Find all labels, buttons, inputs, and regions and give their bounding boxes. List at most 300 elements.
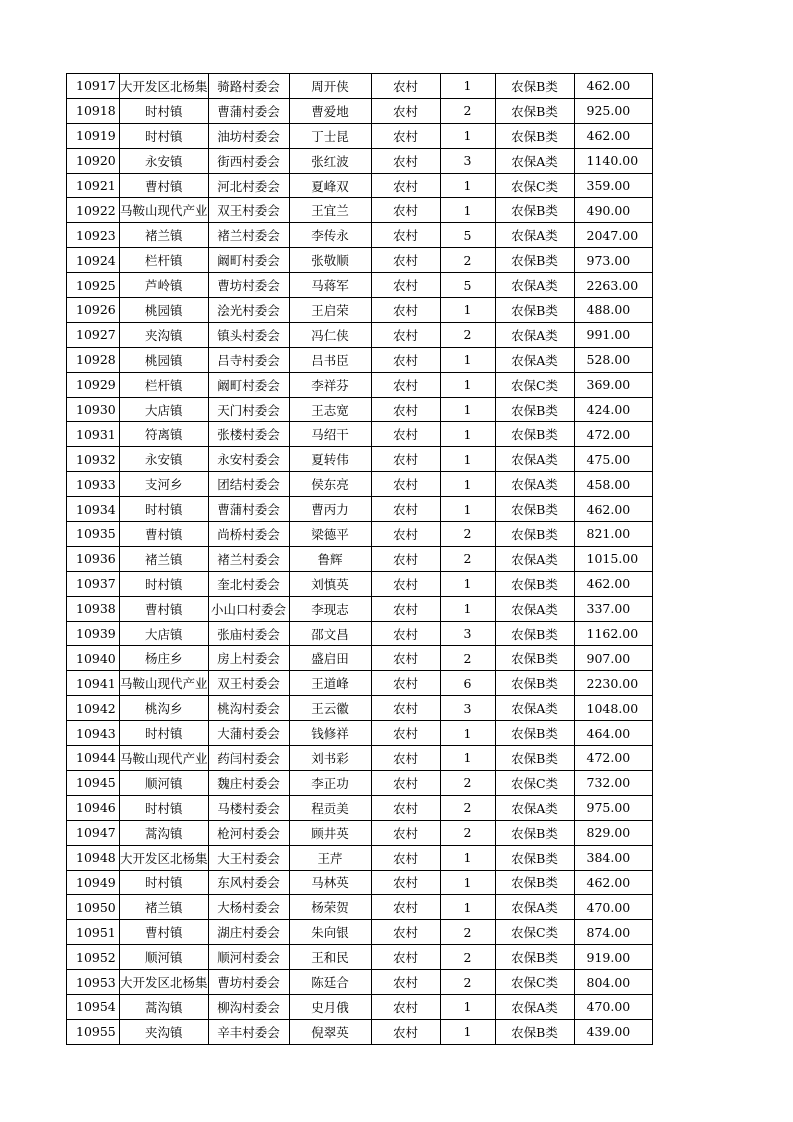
record-id-cell: 10948: [67, 845, 120, 870]
town-cell: 支河乡: [120, 472, 209, 497]
amount-cell: 462.00: [574, 74, 652, 99]
town-cell: 杨庄乡: [120, 646, 209, 671]
household-count-cell: 1: [440, 895, 495, 920]
record-id-cell: 10943: [67, 721, 120, 746]
person-name-cell: 李传永: [289, 223, 371, 248]
insurance-category-cell: 农保B类: [495, 945, 574, 970]
village-committee-cell: 褚兰村委会: [208, 223, 289, 248]
residence-type-cell: 农村: [371, 621, 440, 646]
insurance-category-cell: 农保A类: [495, 994, 574, 1019]
amount-cell: 2230.00: [574, 671, 652, 696]
household-count-cell: 2: [440, 522, 495, 547]
town-cell: 顺河镇: [120, 770, 209, 795]
residence-type-cell: 农村: [371, 372, 440, 397]
town-cell: 褚兰镇: [120, 223, 209, 248]
insurance-category-cell: 农保B类: [495, 721, 574, 746]
residence-type-cell: 农村: [371, 671, 440, 696]
amount-cell: 462.00: [574, 123, 652, 148]
table-row: [67, 770, 653, 795]
amount-cell: 462.00: [574, 571, 652, 596]
table-row: [67, 98, 653, 123]
residence-type-cell: 农村: [371, 123, 440, 148]
town-cell: 时村镇: [120, 98, 209, 123]
household-count-cell: 1: [440, 1019, 495, 1044]
residence-type-cell: 农村: [371, 347, 440, 372]
town-cell: 曹村镇: [120, 920, 209, 945]
amount-cell: 907.00: [574, 646, 652, 671]
person-name-cell: 张红波: [289, 148, 371, 173]
residence-type-cell: 农村: [371, 298, 440, 323]
record-id-cell: 10933: [67, 472, 120, 497]
residence-type-cell: 农村: [371, 546, 440, 571]
household-count-cell: 5: [440, 273, 495, 298]
amount-cell: 732.00: [574, 770, 652, 795]
table-row: [67, 148, 653, 173]
town-cell: 蒿沟镇: [120, 820, 209, 845]
person-name-cell: 程贡美: [289, 795, 371, 820]
household-count-cell: 1: [440, 870, 495, 895]
record-id-cell: 10917: [67, 74, 120, 99]
insurance-category-cell: 农保B类: [495, 571, 574, 596]
village-committee-cell: 天门村委会: [208, 397, 289, 422]
village-committee-cell: 阚町村委会: [208, 372, 289, 397]
village-committee-cell: 大王村委会: [208, 845, 289, 870]
table-row: [67, 721, 653, 746]
village-committee-cell: 永安村委会: [208, 447, 289, 472]
insurance-category-cell: 农保B类: [495, 870, 574, 895]
insurance-category-cell: 农保A类: [495, 347, 574, 372]
residence-type-cell: 农村: [371, 895, 440, 920]
household-count-cell: 6: [440, 671, 495, 696]
town-cell: 褚兰镇: [120, 546, 209, 571]
record-id-cell: 10942: [67, 696, 120, 721]
table-row: [67, 994, 653, 1019]
household-count-cell: 2: [440, 945, 495, 970]
amount-cell: 488.00: [574, 298, 652, 323]
record-id-cell: 10926: [67, 298, 120, 323]
residence-type-cell: 农村: [371, 322, 440, 347]
residence-type-cell: 农村: [371, 994, 440, 1019]
table-row: [67, 795, 653, 820]
record-id-cell: 10935: [67, 522, 120, 547]
amount-cell: 424.00: [574, 397, 652, 422]
table-row: [67, 671, 653, 696]
village-committee-cell: 浍光村委会: [208, 298, 289, 323]
amount-cell: 462.00: [574, 497, 652, 522]
record-id-cell: 10946: [67, 795, 120, 820]
household-count-cell: 1: [440, 447, 495, 472]
household-count-cell: 1: [440, 422, 495, 447]
person-name-cell: 陈廷合: [289, 970, 371, 995]
table-body: [67, 74, 653, 1045]
town-cell: 大开发区北杨集: [120, 970, 209, 995]
amount-cell: 973.00: [574, 248, 652, 273]
town-cell: 栏杆镇: [120, 372, 209, 397]
household-count-cell: 1: [440, 994, 495, 1019]
table-row: [67, 447, 653, 472]
amount-cell: 439.00: [574, 1019, 652, 1044]
village-committee-cell: 湖庄村委会: [208, 920, 289, 945]
person-name-cell: 鲁辉: [289, 546, 371, 571]
record-id-cell: 10954: [67, 994, 120, 1019]
record-id-cell: 10928: [67, 347, 120, 372]
person-name-cell: 盛启田: [289, 646, 371, 671]
table-row: [67, 223, 653, 248]
residence-type-cell: 农村: [371, 721, 440, 746]
town-cell: 曹村镇: [120, 522, 209, 547]
amount-cell: 821.00: [574, 522, 652, 547]
town-cell: 夹沟镇: [120, 1019, 209, 1044]
insurance-category-cell: 农保A类: [495, 148, 574, 173]
household-count-cell: 1: [440, 397, 495, 422]
amount-cell: 464.00: [574, 721, 652, 746]
village-committee-cell: 曹蒲村委会: [208, 98, 289, 123]
town-cell: 桃园镇: [120, 347, 209, 372]
insurance-category-cell: 农保A类: [495, 596, 574, 621]
amount-cell: 2263.00: [574, 273, 652, 298]
residence-type-cell: 农村: [371, 98, 440, 123]
village-committee-cell: 曹蒲村委会: [208, 497, 289, 522]
amount-cell: 1140.00: [574, 148, 652, 173]
village-committee-cell: 东风村委会: [208, 870, 289, 895]
record-id-cell: 10934: [67, 497, 120, 522]
amount-cell: 991.00: [574, 322, 652, 347]
table-row: [67, 248, 653, 273]
amount-cell: 1048.00: [574, 696, 652, 721]
residence-type-cell: 农村: [371, 770, 440, 795]
residence-type-cell: 农村: [371, 273, 440, 298]
records-table: [66, 73, 653, 1045]
person-name-cell: 杨荣贺: [289, 895, 371, 920]
record-id-cell: 10923: [67, 223, 120, 248]
residence-type-cell: 农村: [371, 223, 440, 248]
amount-cell: 470.00: [574, 895, 652, 920]
town-cell: 马鞍山现代产业: [120, 671, 209, 696]
amount-cell: 874.00: [574, 920, 652, 945]
town-cell: 顺河镇: [120, 945, 209, 970]
insurance-category-cell: 农保B类: [495, 422, 574, 447]
residence-type-cell: 农村: [371, 472, 440, 497]
household-count-cell: 1: [440, 596, 495, 621]
village-committee-cell: 双王村委会: [208, 198, 289, 223]
insurance-category-cell: 农保A类: [495, 322, 574, 347]
person-name-cell: 李正功: [289, 770, 371, 795]
table-row: [67, 870, 653, 895]
village-committee-cell: 油坊村委会: [208, 123, 289, 148]
insurance-category-cell: 农保A类: [495, 546, 574, 571]
town-cell: 时村镇: [120, 571, 209, 596]
insurance-category-cell: 农保B类: [495, 845, 574, 870]
village-committee-cell: 褚兰村委会: [208, 546, 289, 571]
table-row: [67, 273, 653, 298]
person-name-cell: 丁士昆: [289, 123, 371, 148]
person-name-cell: 夏转伟: [289, 447, 371, 472]
person-name-cell: 梁德平: [289, 522, 371, 547]
amount-cell: 490.00: [574, 198, 652, 223]
amount-cell: 369.00: [574, 372, 652, 397]
residence-type-cell: 农村: [371, 198, 440, 223]
town-cell: 符离镇: [120, 422, 209, 447]
town-cell: 芦岭镇: [120, 273, 209, 298]
table-row: [67, 198, 653, 223]
record-id-cell: 10925: [67, 273, 120, 298]
record-id-cell: 10944: [67, 746, 120, 771]
person-name-cell: 倪翠英: [289, 1019, 371, 1044]
residence-type-cell: 农村: [371, 870, 440, 895]
residence-type-cell: 农村: [371, 173, 440, 198]
record-id-cell: 10920: [67, 148, 120, 173]
amount-cell: 1162.00: [574, 621, 652, 646]
person-name-cell: 刘书彩: [289, 746, 371, 771]
table-row: [67, 322, 653, 347]
record-id-cell: 10921: [67, 173, 120, 198]
insurance-category-cell: 农保B类: [495, 298, 574, 323]
amount-cell: 829.00: [574, 820, 652, 845]
person-name-cell: 马林英: [289, 870, 371, 895]
insurance-category-cell: 农保A类: [495, 447, 574, 472]
residence-type-cell: 农村: [371, 596, 440, 621]
table-row: [67, 920, 653, 945]
village-committee-cell: 张楼村委会: [208, 422, 289, 447]
household-count-cell: 3: [440, 621, 495, 646]
town-cell: 褚兰镇: [120, 895, 209, 920]
amount-cell: 472.00: [574, 746, 652, 771]
record-id-cell: 10951: [67, 920, 120, 945]
household-count-cell: 2: [440, 970, 495, 995]
village-committee-cell: 双王村委会: [208, 671, 289, 696]
amount-cell: 475.00: [574, 447, 652, 472]
residence-type-cell: 农村: [371, 746, 440, 771]
insurance-category-cell: 农保A类: [495, 795, 574, 820]
household-count-cell: 2: [440, 248, 495, 273]
record-id-cell: 10927: [67, 322, 120, 347]
person-name-cell: 王志宽: [289, 397, 371, 422]
person-name-cell: 曹爱地: [289, 98, 371, 123]
village-committee-cell: 尚桥村委会: [208, 522, 289, 547]
household-count-cell: 2: [440, 820, 495, 845]
record-id-cell: 10919: [67, 123, 120, 148]
person-name-cell: 冯仁侠: [289, 322, 371, 347]
residence-type-cell: 农村: [371, 148, 440, 173]
household-count-cell: 1: [440, 472, 495, 497]
village-committee-cell: 河北村委会: [208, 173, 289, 198]
town-cell: 桃沟乡: [120, 696, 209, 721]
person-name-cell: 王道峰: [289, 671, 371, 696]
residence-type-cell: 农村: [371, 696, 440, 721]
household-count-cell: 3: [440, 148, 495, 173]
village-committee-cell: 奎北村委会: [208, 571, 289, 596]
household-count-cell: 2: [440, 646, 495, 671]
insurance-category-cell: 农保A类: [495, 472, 574, 497]
household-count-cell: 1: [440, 372, 495, 397]
residence-type-cell: 农村: [371, 970, 440, 995]
person-name-cell: 王云徽: [289, 696, 371, 721]
amount-cell: 462.00: [574, 870, 652, 895]
table-row: [67, 895, 653, 920]
table-row: [67, 397, 653, 422]
town-cell: 栏杆镇: [120, 248, 209, 273]
record-id-cell: 10950: [67, 895, 120, 920]
record-id-cell: 10924: [67, 248, 120, 273]
household-count-cell: 3: [440, 696, 495, 721]
amount-cell: 359.00: [574, 173, 652, 198]
town-cell: 时村镇: [120, 870, 209, 895]
town-cell: 大店镇: [120, 397, 209, 422]
residence-type-cell: 农村: [371, 248, 440, 273]
record-id-cell: 10955: [67, 1019, 120, 1044]
table-row: [67, 472, 653, 497]
table-row: [67, 74, 653, 99]
village-committee-cell: 街西村委会: [208, 148, 289, 173]
residence-type-cell: 农村: [371, 845, 440, 870]
insurance-category-cell: 农保B类: [495, 397, 574, 422]
household-count-cell: 1: [440, 497, 495, 522]
residence-type-cell: 农村: [371, 397, 440, 422]
amount-cell: 384.00: [574, 845, 652, 870]
insurance-category-cell: 农保A类: [495, 273, 574, 298]
town-cell: 时村镇: [120, 497, 209, 522]
household-count-cell: 1: [440, 74, 495, 99]
residence-type-cell: 农村: [371, 795, 440, 820]
household-count-cell: 2: [440, 98, 495, 123]
insurance-category-cell: 农保A类: [495, 223, 574, 248]
record-id-cell: 10929: [67, 372, 120, 397]
village-committee-cell: 枪河村委会: [208, 820, 289, 845]
table-row: [67, 422, 653, 447]
insurance-category-cell: 农保B类: [495, 497, 574, 522]
insurance-category-cell: 农保B类: [495, 820, 574, 845]
household-count-cell: 1: [440, 746, 495, 771]
town-cell: 永安镇: [120, 148, 209, 173]
town-cell: 蒿沟镇: [120, 994, 209, 1019]
household-count-cell: 1: [440, 123, 495, 148]
record-id-cell: 10953: [67, 970, 120, 995]
record-id-cell: 10941: [67, 671, 120, 696]
town-cell: 大开发区北杨集: [120, 74, 209, 99]
town-cell: 曹村镇: [120, 173, 209, 198]
person-name-cell: 马绍干: [289, 422, 371, 447]
village-committee-cell: 曹坊村委会: [208, 273, 289, 298]
record-id-cell: 10936: [67, 546, 120, 571]
town-cell: 大店镇: [120, 621, 209, 646]
village-committee-cell: 柳沟村委会: [208, 994, 289, 1019]
village-committee-cell: 房上村委会: [208, 646, 289, 671]
household-count-cell: 2: [440, 920, 495, 945]
table-row: [67, 372, 653, 397]
insurance-category-cell: 农保C类: [495, 173, 574, 198]
record-id-cell: 10939: [67, 621, 120, 646]
insurance-category-cell: 农保B类: [495, 522, 574, 547]
household-count-cell: 1: [440, 721, 495, 746]
amount-cell: 458.00: [574, 472, 652, 497]
town-cell: 时村镇: [120, 123, 209, 148]
insurance-category-cell: 农保B类: [495, 198, 574, 223]
table-row: [67, 1019, 653, 1044]
person-name-cell: 吕书臣: [289, 347, 371, 372]
insurance-category-cell: 农保C类: [495, 970, 574, 995]
person-name-cell: 张敬顺: [289, 248, 371, 273]
amount-cell: 919.00: [574, 945, 652, 970]
household-count-cell: 2: [440, 795, 495, 820]
person-name-cell: 钱修祥: [289, 721, 371, 746]
table-row: [67, 696, 653, 721]
record-id-cell: 10922: [67, 198, 120, 223]
insurance-category-cell: 农保B类: [495, 621, 574, 646]
person-name-cell: 李现志: [289, 596, 371, 621]
residence-type-cell: 农村: [371, 571, 440, 596]
village-committee-cell: 曹坊村委会: [208, 970, 289, 995]
insurance-category-cell: 农保B类: [495, 671, 574, 696]
household-count-cell: 1: [440, 571, 495, 596]
village-committee-cell: 小山口村委会: [208, 596, 289, 621]
village-committee-cell: 骑路村委会: [208, 74, 289, 99]
village-committee-cell: 魏庄村委会: [208, 770, 289, 795]
table-row: [67, 522, 653, 547]
residence-type-cell: 农村: [371, 422, 440, 447]
village-committee-cell: 团结村委会: [208, 472, 289, 497]
village-committee-cell: 张庙村委会: [208, 621, 289, 646]
town-cell: 大开发区北杨集: [120, 845, 209, 870]
person-name-cell: 王启荣: [289, 298, 371, 323]
table-row: [67, 646, 653, 671]
record-id-cell: 10940: [67, 646, 120, 671]
household-count-cell: 1: [440, 347, 495, 372]
insurance-category-cell: 农保B类: [495, 746, 574, 771]
village-committee-cell: 辛丰村委会: [208, 1019, 289, 1044]
village-committee-cell: 阚町村委会: [208, 248, 289, 273]
residence-type-cell: 农村: [371, 820, 440, 845]
household-count-cell: 2: [440, 546, 495, 571]
table-row: [67, 945, 653, 970]
record-id-cell: 10937: [67, 571, 120, 596]
amount-cell: 975.00: [574, 795, 652, 820]
person-name-cell: 马蒋军: [289, 273, 371, 298]
town-cell: 时村镇: [120, 721, 209, 746]
record-id-cell: 10945: [67, 770, 120, 795]
person-name-cell: 王和民: [289, 945, 371, 970]
residence-type-cell: 农村: [371, 646, 440, 671]
person-name-cell: 王宜兰: [289, 198, 371, 223]
household-count-cell: 1: [440, 173, 495, 198]
person-name-cell: 刘慎英: [289, 571, 371, 596]
person-name-cell: 史月俄: [289, 994, 371, 1019]
table-row: [67, 298, 653, 323]
amount-cell: 2047.00: [574, 223, 652, 248]
person-name-cell: 朱向银: [289, 920, 371, 945]
residence-type-cell: 农村: [371, 920, 440, 945]
person-name-cell: 顾井英: [289, 820, 371, 845]
household-count-cell: 2: [440, 322, 495, 347]
amount-cell: 804.00: [574, 970, 652, 995]
household-count-cell: 1: [440, 298, 495, 323]
town-cell: 马鞍山现代产业: [120, 198, 209, 223]
residence-type-cell: 农村: [371, 1019, 440, 1044]
person-name-cell: 夏峰双: [289, 173, 371, 198]
insurance-category-cell: 农保B类: [495, 123, 574, 148]
town-cell: 马鞍山现代产业: [120, 746, 209, 771]
household-count-cell: 1: [440, 198, 495, 223]
table-row: [67, 746, 653, 771]
person-name-cell: 邵文昌: [289, 621, 371, 646]
table-row: [67, 173, 653, 198]
town-cell: 夹沟镇: [120, 322, 209, 347]
residence-type-cell: 农村: [371, 945, 440, 970]
amount-cell: 925.00: [574, 98, 652, 123]
table-row: [67, 497, 653, 522]
table-row: [67, 820, 653, 845]
household-count-cell: 2: [440, 770, 495, 795]
record-id-cell: 10949: [67, 870, 120, 895]
